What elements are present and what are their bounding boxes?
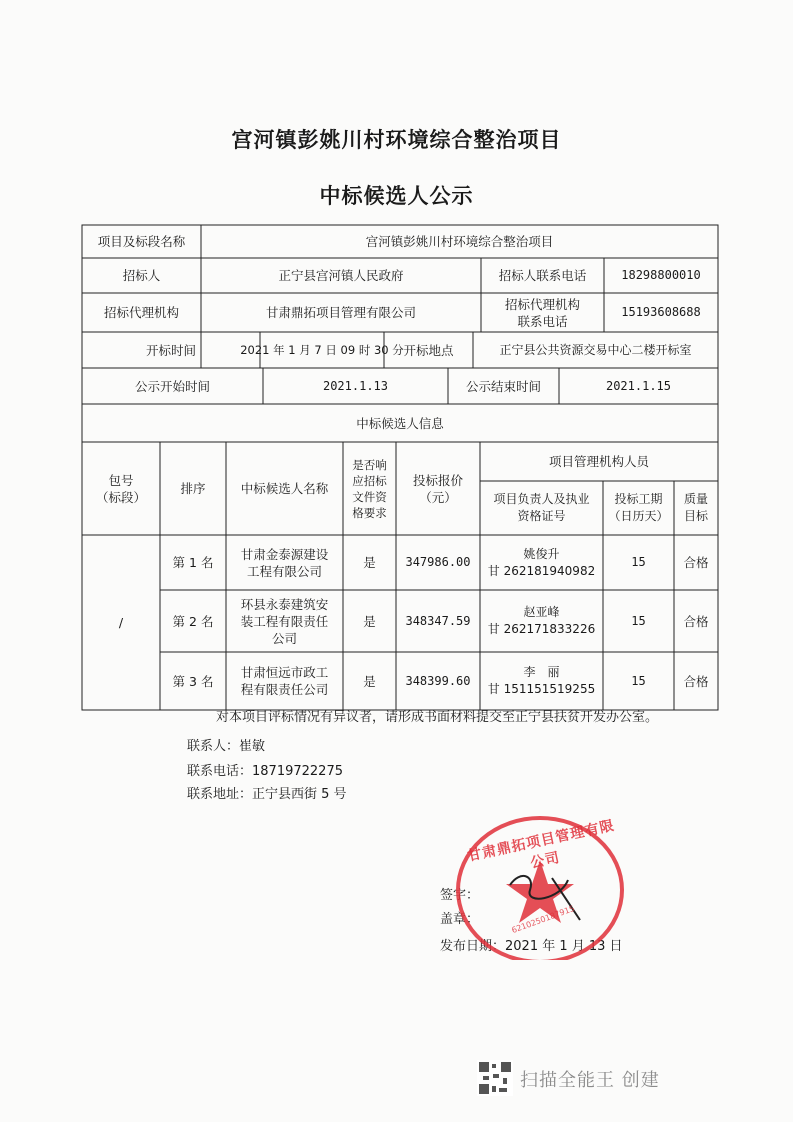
pub-start-label: 公示开始时间: [134, 378, 210, 394]
seal-label: 盖章：: [440, 912, 480, 927]
candidates-header: 中标候选人信息: [356, 415, 444, 431]
agency-label: 招标代理机构: [103, 305, 179, 320]
candidate-manager: 赵亚峰 甘 262171833226: [487, 605, 596, 636]
header-manager: 项目负责人及执业 资格证号: [493, 492, 590, 523]
candidate-qualify: 是: [363, 613, 376, 629]
candidate-period: 15: [631, 555, 646, 569]
candidate-qualify: 是: [363, 673, 376, 689]
open-place-label: 开标地点: [403, 342, 454, 358]
header-package: 包号 （标段）: [95, 472, 146, 505]
open-place: 正宁县公共资源交易中心二楼开标室: [499, 342, 692, 357]
contact-person: 联系人：崔敏: [187, 739, 266, 754]
candidate-quality: 合格: [683, 673, 709, 689]
contact-phone: 联系电话：18719722275: [187, 764, 343, 779]
open-time-label: 开标时间: [145, 342, 196, 358]
pub-end-label: 公示结束时间: [465, 378, 541, 394]
candidate-quality: 合格: [683, 555, 709, 570]
candidate-price: 348399.60: [405, 673, 471, 688]
scanner-watermark: 扫描全能王 创建: [520, 1070, 660, 1091]
pub-end: 2021.1.15: [605, 378, 672, 393]
candidate-rank: 第 2 名: [172, 613, 214, 629]
stamp-code: 6210250187915: [510, 903, 576, 936]
agency-value: 甘肃鼎拓项目管理有限公司: [265, 305, 416, 320]
header-rank: 排序: [180, 481, 206, 496]
tenderer-phone-label: 招标人联系电话: [498, 268, 587, 283]
header-staff-group: 项目管理机构人员: [548, 454, 649, 469]
header-period: 投标工期 （日历天）: [608, 492, 669, 523]
header-price: 投标报价 （元）: [412, 472, 463, 505]
contact-address: 联系地址：正宁县西街 5 号: [187, 787, 347, 802]
candidate-period: 15: [631, 673, 646, 688]
tenderer-phone: 18298800010: [621, 268, 701, 282]
candidate-manager: 姚俊升 甘 262181940982: [487, 546, 596, 578]
tenderer-label: 招标人: [122, 268, 161, 283]
candidate-price: 347986.00: [405, 555, 471, 569]
candidate-manager: 李 丽 甘 151151519255: [487, 665, 596, 696]
candidate-price: 348347.59: [405, 613, 471, 628]
document-subtitle: 中标候选人公示: [319, 184, 474, 208]
pub-start: 2021.1.13: [322, 378, 389, 393]
open-time: 2021 年 1 月 7 日 09 时 30 分: [240, 342, 404, 357]
stamp-text: 甘肃鼎拓项目管理有限公司: [466, 817, 617, 872]
header-qualify: 是否响 应招标 文件资 格要求: [352, 457, 387, 520]
candidate-quality: 合格: [683, 613, 709, 629]
qr-code-icon: [477, 1060, 513, 1096]
document-title: 宫河镇彭姚川村环境综合整治项目: [231, 128, 562, 152]
tenderer-value: 正宁县宫河镇人民政府: [278, 268, 404, 283]
candidate-name: 甘肃恒远市政工 程有限责任公司: [240, 665, 329, 697]
project-value: 宫河镇彭姚川村环境综合整治项目: [365, 234, 554, 249]
candidate-rank: 第 3 名: [172, 673, 214, 689]
sign-label: 签字：: [440, 888, 480, 903]
agency-phone-label: 招标代理机构 联系电话: [504, 296, 580, 329]
header-name: 中标候选人名称: [240, 481, 329, 496]
project-label: 项目及标段名称: [97, 234, 186, 249]
candidate-period: 15: [631, 613, 646, 628]
candidate-rank: 第 1 名: [172, 555, 214, 570]
candidate-name: 甘肃金泰源建设 工程有限公司: [240, 546, 329, 579]
candidate-qualify: 是: [363, 555, 376, 570]
header-quality: 质量 目标: [683, 492, 708, 523]
candidate-name: 环县永泰建筑安 装工程有限责任 公司: [240, 596, 329, 646]
package-value: /: [118, 615, 124, 630]
agency-phone: 15193608688: [621, 305, 701, 319]
publish-date: 发布日期：2021 年 1 月 13 日: [440, 939, 623, 954]
objection-note: 对本项目评标情况有异议者，请形成书面材料提交至正宁县扶贫开发办公室。: [216, 710, 659, 725]
